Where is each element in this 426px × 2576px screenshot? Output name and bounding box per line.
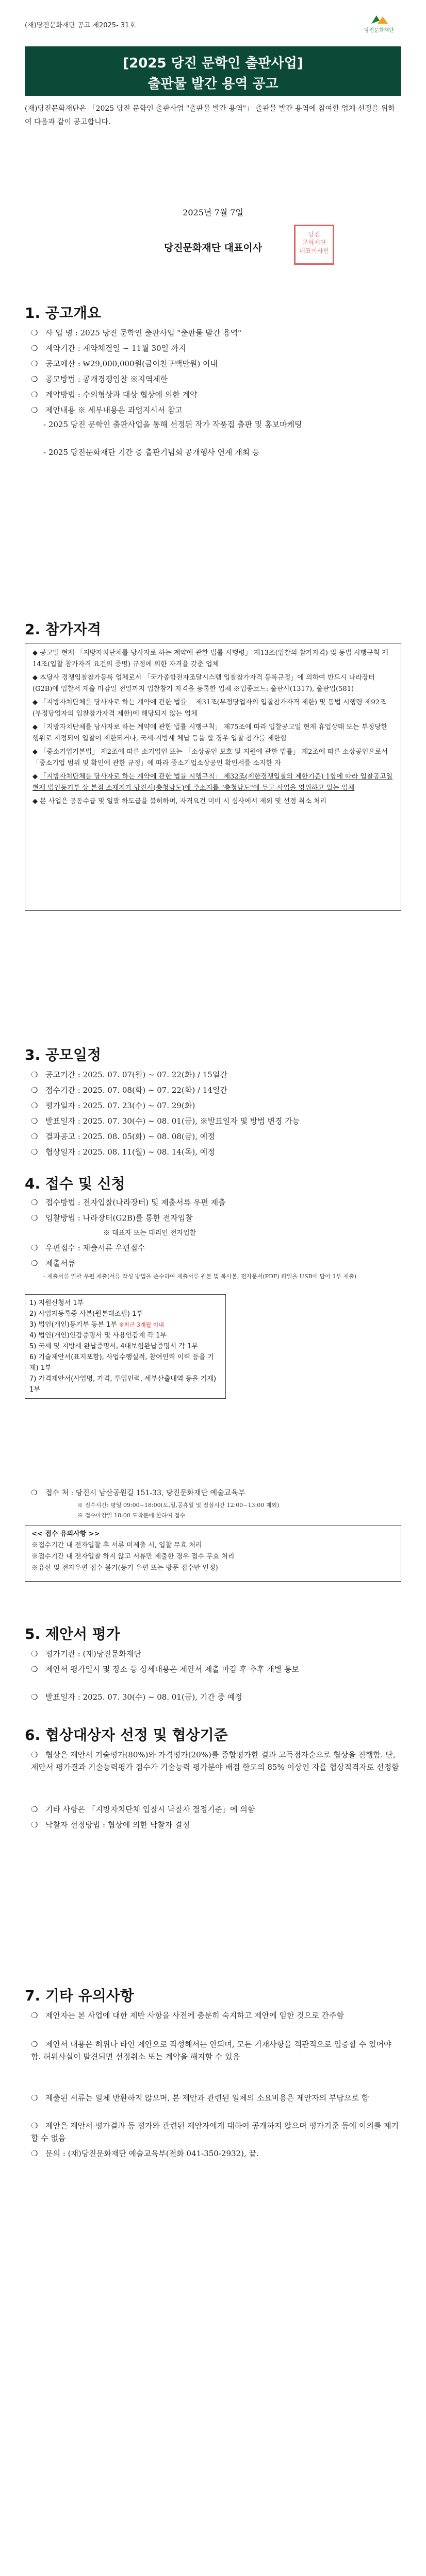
- s4-item: ❍ 입찰방법 : 나라장터(G2B)를 통한 전자입찰: [31, 1213, 193, 1223]
- s6-item: ❍ 협상은 제안서 기술평가(80%)와 가격평가(20%)를 종합평가한 결과 고득점자순으로 협상을 진행함. 단, 제안서 평가결과 기술능력평가 점수가 기술능력 평가분야 배점 한도의 85% 이상인 자를 협상적격자로 선정함: [31, 1750, 399, 1772]
- doc-item: 3) 법인(개인)등기부 등본 1부 ※최근 3개월 이내: [29, 1321, 164, 1329]
- s7-item: ❍ 문의 : (재)당진문화재단 예술교육부(전화 041-350-2932), 끝.: [31, 2149, 259, 2158]
- s3-item: ❍ 공고기간 : 2025. 07. 07(월) ~ 07. 22(화) / 15일간: [31, 1070, 227, 1079]
- doc-item: 4) 법인(개인)인감증명서 및 사용인감계 각 1부: [29, 1332, 167, 1340]
- s7-item: ❍ 제안은 제안서 평가결과 등 평가와 관련된 제안자에게 대하여 공개하지 않으며 평가기준 등에 이의를 제기할 수 없음: [31, 2121, 399, 2143]
- section-3-title: 3. 공모일정: [25, 1046, 102, 1063]
- s1-item: ❍ 계약방법 : 수의형상과 대상 협상에 의한 계약: [31, 390, 198, 399]
- doc-item: 1) 지원신청서 1부: [29, 1299, 84, 1307]
- s1-item: ❍ 사 업 명 : 2025 당진 문학인 출판사업 "출판물 발간 용역": [31, 328, 242, 337]
- s1-sub: - 2025 당진 문학인 출판사업을 통해 선정된 작가 작품집 출판 및 홍보마케팅: [43, 420, 302, 429]
- eligibility-item: ◆ 「지방자치단체를 당사자로 하는 계약에 관한 법률 시행규칙」 제75조에 따라 입찰공고일 현재 휴업상태 또는 부정당한 행위로 지정되어 입찰이 제한되거나, 국세·지방세 체납 등을 할 경우 입찰 참가를 제한함: [32, 723, 388, 742]
- section-5-title: 5. 제안서 평가: [25, 1625, 120, 1642]
- notice-item: ※접수기간 내 전자입찰 후 서류 미제출 시, 입찰 무효 처리: [31, 1541, 202, 1549]
- eligibility-item: ◆ 「지방자치단체를 당사자로 하는 계약에 관한 법률 시행규칙」 제32조(제한경쟁입찰의 제한기준) 1항에 따라 입찰공고일 현재 법인등기부 상 본점 소재지가 당진시(충청남도)에 주소지를 "충청남도"에 두고 사업을 영위하고 있는 업체: [32, 773, 393, 792]
- notice-item: ※유선 및 전자우편 접수 불가(등기 우편 또는 방문 접수만 인정): [31, 1564, 218, 1572]
- intro-paragraph: [25, 102, 401, 129]
- notice-date: 2025년 7월 7일: [183, 208, 243, 217]
- s3-item: ❍ 접수기간 : 2025. 07. 08(화) ~ 07. 22(화) / 14일간: [31, 1086, 227, 1095]
- s7-item: ❍ 제안서 내용은 허위나 타인 제안으로 작성해서는 안되며, 모든 기재사항을 객관적으로 입증할 수 있어야 함. 허위사실이 발견되면 선정취소 또는 계약을 해지할 수 있음: [31, 2040, 391, 2061]
- required-docs-box: [25, 1294, 226, 1399]
- notice-title: << 접수 유의사항 >>: [31, 1530, 100, 1538]
- s5-item: ❍ 평가기관 : (재)당진문화재단: [31, 1649, 141, 1658]
- eligibility-item: ◆ 「중소기업기본법」 제2조에 따른 소기업인 또는 「소상공인 보호 및 지원에 관한 법률」 제2조에 따른 소상공인으로서 「중소기업 범위 및 확인에 관한 규정」에 따라 중소기업소상공인 확인서를 소지한 자: [32, 748, 388, 767]
- s1-item: ❍ 공모방법 : 공개경쟁입찰 ※지역제한: [31, 375, 168, 384]
- section-7-title: 7. 기타 유의사항: [25, 1987, 134, 2004]
- title-line-1: [2025 당진 문학인 출판사업]: [123, 56, 303, 71]
- doc-item: 5) 국세 및 지방세 완납증명서, 4대보험완납증명서 각 1부: [29, 1343, 198, 1350]
- s6-item: ❍ 낙찰자 선정방법 : 협상에 의한 낙찰자 결정: [31, 1820, 190, 1829]
- logo-text: 당진문화재단: [364, 28, 394, 33]
- s1-item: ❍ 공고예산 : ₩29,000,000원(금이천구백만원) 이내: [31, 359, 218, 368]
- official-seal: 당진 문화재단 대표이사인: [294, 225, 334, 265]
- eligibility-box: [25, 643, 401, 911]
- section-6-title: 6. 협상대상자 선정 및 협상기준: [25, 1726, 228, 1743]
- eligibility-item: ◆ 본 사업은 공동수급 및 일괄 하도급을 불허하며, 자격요건 미비 시 심사에서 제외 및 선정 취소 처리: [32, 798, 327, 805]
- eligibility-item: ◆ 공고일 현재 「지방자치단체를 당사자로 하는 계약에 관한 법률 시행령」 제13조(입찰의 참가자격) 및 동법 시행규칙 제14조(입찰 참가자격 요건의 증명) 규정에 의한 자격을 갖춘 업체: [32, 649, 388, 668]
- s5-item: ❍ 발표일자 : 2025. 07. 30(수) ~ 08. 01(금), 기간 중 예정: [31, 1692, 242, 1702]
- s4-item: ❍ 우편접수 : 제출서류 우편접수: [31, 1243, 145, 1252]
- section-2-title: 2. 참가자격: [25, 621, 102, 638]
- doc-item: 6) 기술제안서(표지포함), 사업수행실적, 참여인력 이력 등을 기재) 1부: [29, 1353, 214, 1372]
- s4-item: ❍ 제출서류: [31, 1259, 75, 1268]
- s4-deadline-note: ※ 접수마감일 18:00 도착분에 한하여 접수: [77, 1512, 185, 1519]
- s3-item: ❍ 협상일자 : 2025. 08. 11(월) ~ 08. 14(목), 예정: [31, 1147, 215, 1157]
- s3-item: ❍ 평가일자 : 2025. 07. 23(수) ~ 07. 29(화): [31, 1101, 195, 1110]
- s7-item: ❍ 제안자는 본 사업에 대한 제반 사항을 사전에 충분히 숙지하고 제안에 임한 것으로 간주함: [31, 2011, 344, 2020]
- eligibility-item: ◆ 本당사 경쟁입찰참가등록 업체로서 「국가종합전자조달시스템 입찰참가자격 등록규정」에 의하여 반드시 나라장터(G2B)에 입찰서 제출 마감일 전일까지 입찰참가 자격을 등록한 업체 ※업종코드: 출판사(1317), 출판업(581): [32, 674, 375, 693]
- s1-item: ❍ 제안내용 ※ 세부내용은 과업지시서 참고: [31, 405, 183, 415]
- s4-item: ❍ 접수 처 : 당진시 남산공원길 151-33, 당진문화재단 예술교육부: [31, 1489, 245, 1497]
- section-4-title: 4. 접수 및 신청: [25, 1175, 125, 1192]
- s4-note: ※ 대표자 또는 대리인 전자입찰: [103, 1229, 196, 1237]
- doc-item: 2) 사업자등록증 사본(원본대조필) 1부: [29, 1310, 143, 1318]
- title-line-2: 출판물 발간 용역 공고: [148, 76, 278, 92]
- s4-item: ❍ 접수방법 : 전자입찰(나라장터) 및 제출서류 우편 제출: [31, 1198, 226, 1207]
- notice-reference: (재)당진문화재단 공고 제2025- 31호: [25, 22, 136, 29]
- doc-item: 7) 가격제안서(사업명, 가격, 투입인력, 세부산출내역 등을 기재) 1부: [29, 1375, 217, 1394]
- s7-item: ❍ 제출된 서류는 일체 반환하지 않으며, 본 제안과 관련된 일체의 소요비용은 제안자의 부담으로 함: [31, 2093, 369, 2103]
- notice-item: ※접수기간 내 전자입찰 하지 않고 서류만 제출한 경우 접수 무효 처리: [31, 1553, 235, 1561]
- s1-sub: - 2025 당진문화재단 기간 중 출판기념회 공개행사 연계 개최 등: [43, 448, 260, 457]
- s3-item: ❍ 결과공고 : 2025. 08. 05(화) ~ 08. 08(금), 예정: [31, 1132, 215, 1141]
- s6-item: ❍ 기타 사항은 「지방자치단체 입찰시 낙찰자 결정기준」에 의함: [31, 1805, 255, 1814]
- intro-text: (재)당진문화재단은 「2025 당진 문학인 출판사업 "출판물 발간 용역"」 출판물 발간 용역에 참여할 업체 선정을 위하여 다음과 같이 공고합니다.: [25, 105, 395, 126]
- section-1-title: 1. 공고개요: [25, 304, 102, 321]
- foundation-logo: [351, 14, 407, 35]
- title-banner: [25, 46, 401, 96]
- s4-hours-note: ※ 접수시간: 평일 09:00~18:00(토,일,공휴일 및 점심시간 12:00~13:00 제외): [77, 1502, 280, 1509]
- eligibility-item: ◆ 「지방자치단체를 당사자로 하는 계약에 관한 법률」 제31조(부정당업자의 입찰참가자격 제한) 및 동법 시행령 제92조(부정당업자의 입찰참가자격 제한)에 해당되지 않는 업체: [32, 699, 386, 718]
- s5-item: ❍ 제안서 평가일시 및 장소 등 상세내용은 제안서 제출 마감 후 추후 개별 통보: [31, 1665, 299, 1674]
- s3-item: ❍ 발표일자 : 2025. 07. 30(수) ~ 08. 01(금), ※발표일자 및 방법 변경 가능: [31, 1116, 300, 1126]
- logo-mark-icon: [370, 14, 389, 25]
- s4-submit-note: - 제출서류 일괄 우편 제출(서류 작성 방법을 준수하여 제출서류 원본 및 복사본, 전자문서(PDF) 파일을 USB에 담아 1부 제출): [43, 1273, 357, 1280]
- s1-item: ❍ 계약기간 : 계약체결일 ~ 11월 30일 까지: [31, 344, 186, 353]
- submission-notice-box: [25, 1525, 401, 1582]
- signer: 당진문화재단 대표이사: [163, 242, 263, 253]
